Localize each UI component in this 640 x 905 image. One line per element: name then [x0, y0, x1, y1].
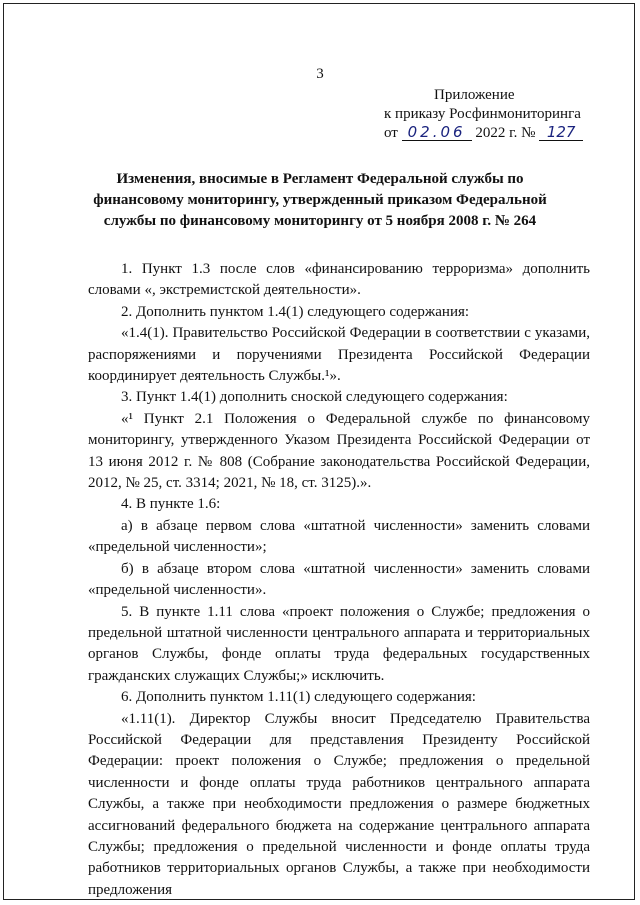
appendix-block	[384, 86, 604, 143]
document-title: Изменения, вносимые в Регламент Федеральной службы по финансовому мониторингу, утвержденный приказом Федеральной службы по финансовому мониторингу от 5 ноября 2008 г. № 264	[93, 171, 547, 229]
document-body	[88, 259, 590, 901]
paragraph: 5. В пункте 1.11 слова «проект положения о Службе; предложения о предельной штатной численности центрального аппарата и территориальных органов Службы, фонде оплаты труда федеральных государственных гражданских служащих Службы;» исключить.	[88, 603, 590, 684]
handwritten-date: 02.06	[402, 125, 472, 141]
appendix-order-ref: к приказу Росфинмониторинга	[384, 106, 581, 122]
paragraph: 3. Пункт 1.4(1) дополнить сноской следующего содержания:	[121, 389, 508, 406]
paragraph: 1. Пункт 1.3 после слов «финансированию терроризма» дополнить словами «, экстремистской деятельности».	[88, 261, 590, 299]
appendix-date-line	[384, 124, 604, 143]
handwritten-order-number: 127	[539, 125, 583, 141]
paragraph: 2. Дополнить пунктом 1.4(1) следующего содержания:	[121, 303, 470, 320]
paragraph: «1.11(1). Директор Службы вносит Председателю Правительства Российской Федерации для представления Президенту Российской Федерации: проект положения о Службе; предложения о предельной численности и фонде оплаты труда работников центрального аппарата Службы, а также при необходимости предложения о размере бюджетных ассигнований федерального бюджета на содержание центрального аппарата Службы; предложения о предельной численности и фонде оплаты труда работников территориальных органов Службы, а также при необходимости предложения	[88, 710, 590, 898]
paragraph: 6. Дополнить пунктом 1.11(1) следующего содержания:	[121, 689, 476, 706]
paragraph: «¹ Пункт 2.1 Положения о Федеральной службе по финансовому мониторингу, утвержденного Указом Президента Российской Федерации от 13 июня 2012 г. № 808 (Собрание законодательства Российской Федерации, 2012, № 25, ст. 3314; 2021, № 18, ст. 3125).».	[88, 410, 590, 492]
paragraph: а) в абзаце первом слова «штатной численности» заменить словами «предельной численности»;	[88, 517, 590, 556]
appendix-label: Приложение	[434, 87, 515, 103]
year-text: 2022 г. №	[475, 125, 536, 141]
paragraph: б) в абзаце втором слова «штатной численности» заменить словами «предельной численности».	[88, 560, 590, 599]
date-prefix: от	[384, 125, 398, 141]
paragraph: «1.4(1). Правительство Российской Федерации в соответствии с указами, распоряжениями и поручениями Президента Российской Федерации координирует деятельность Службы.¹».	[88, 325, 590, 385]
page-number: 3	[316, 66, 324, 82]
paragraph: 4. В пункте 1.6:	[121, 496, 221, 513]
